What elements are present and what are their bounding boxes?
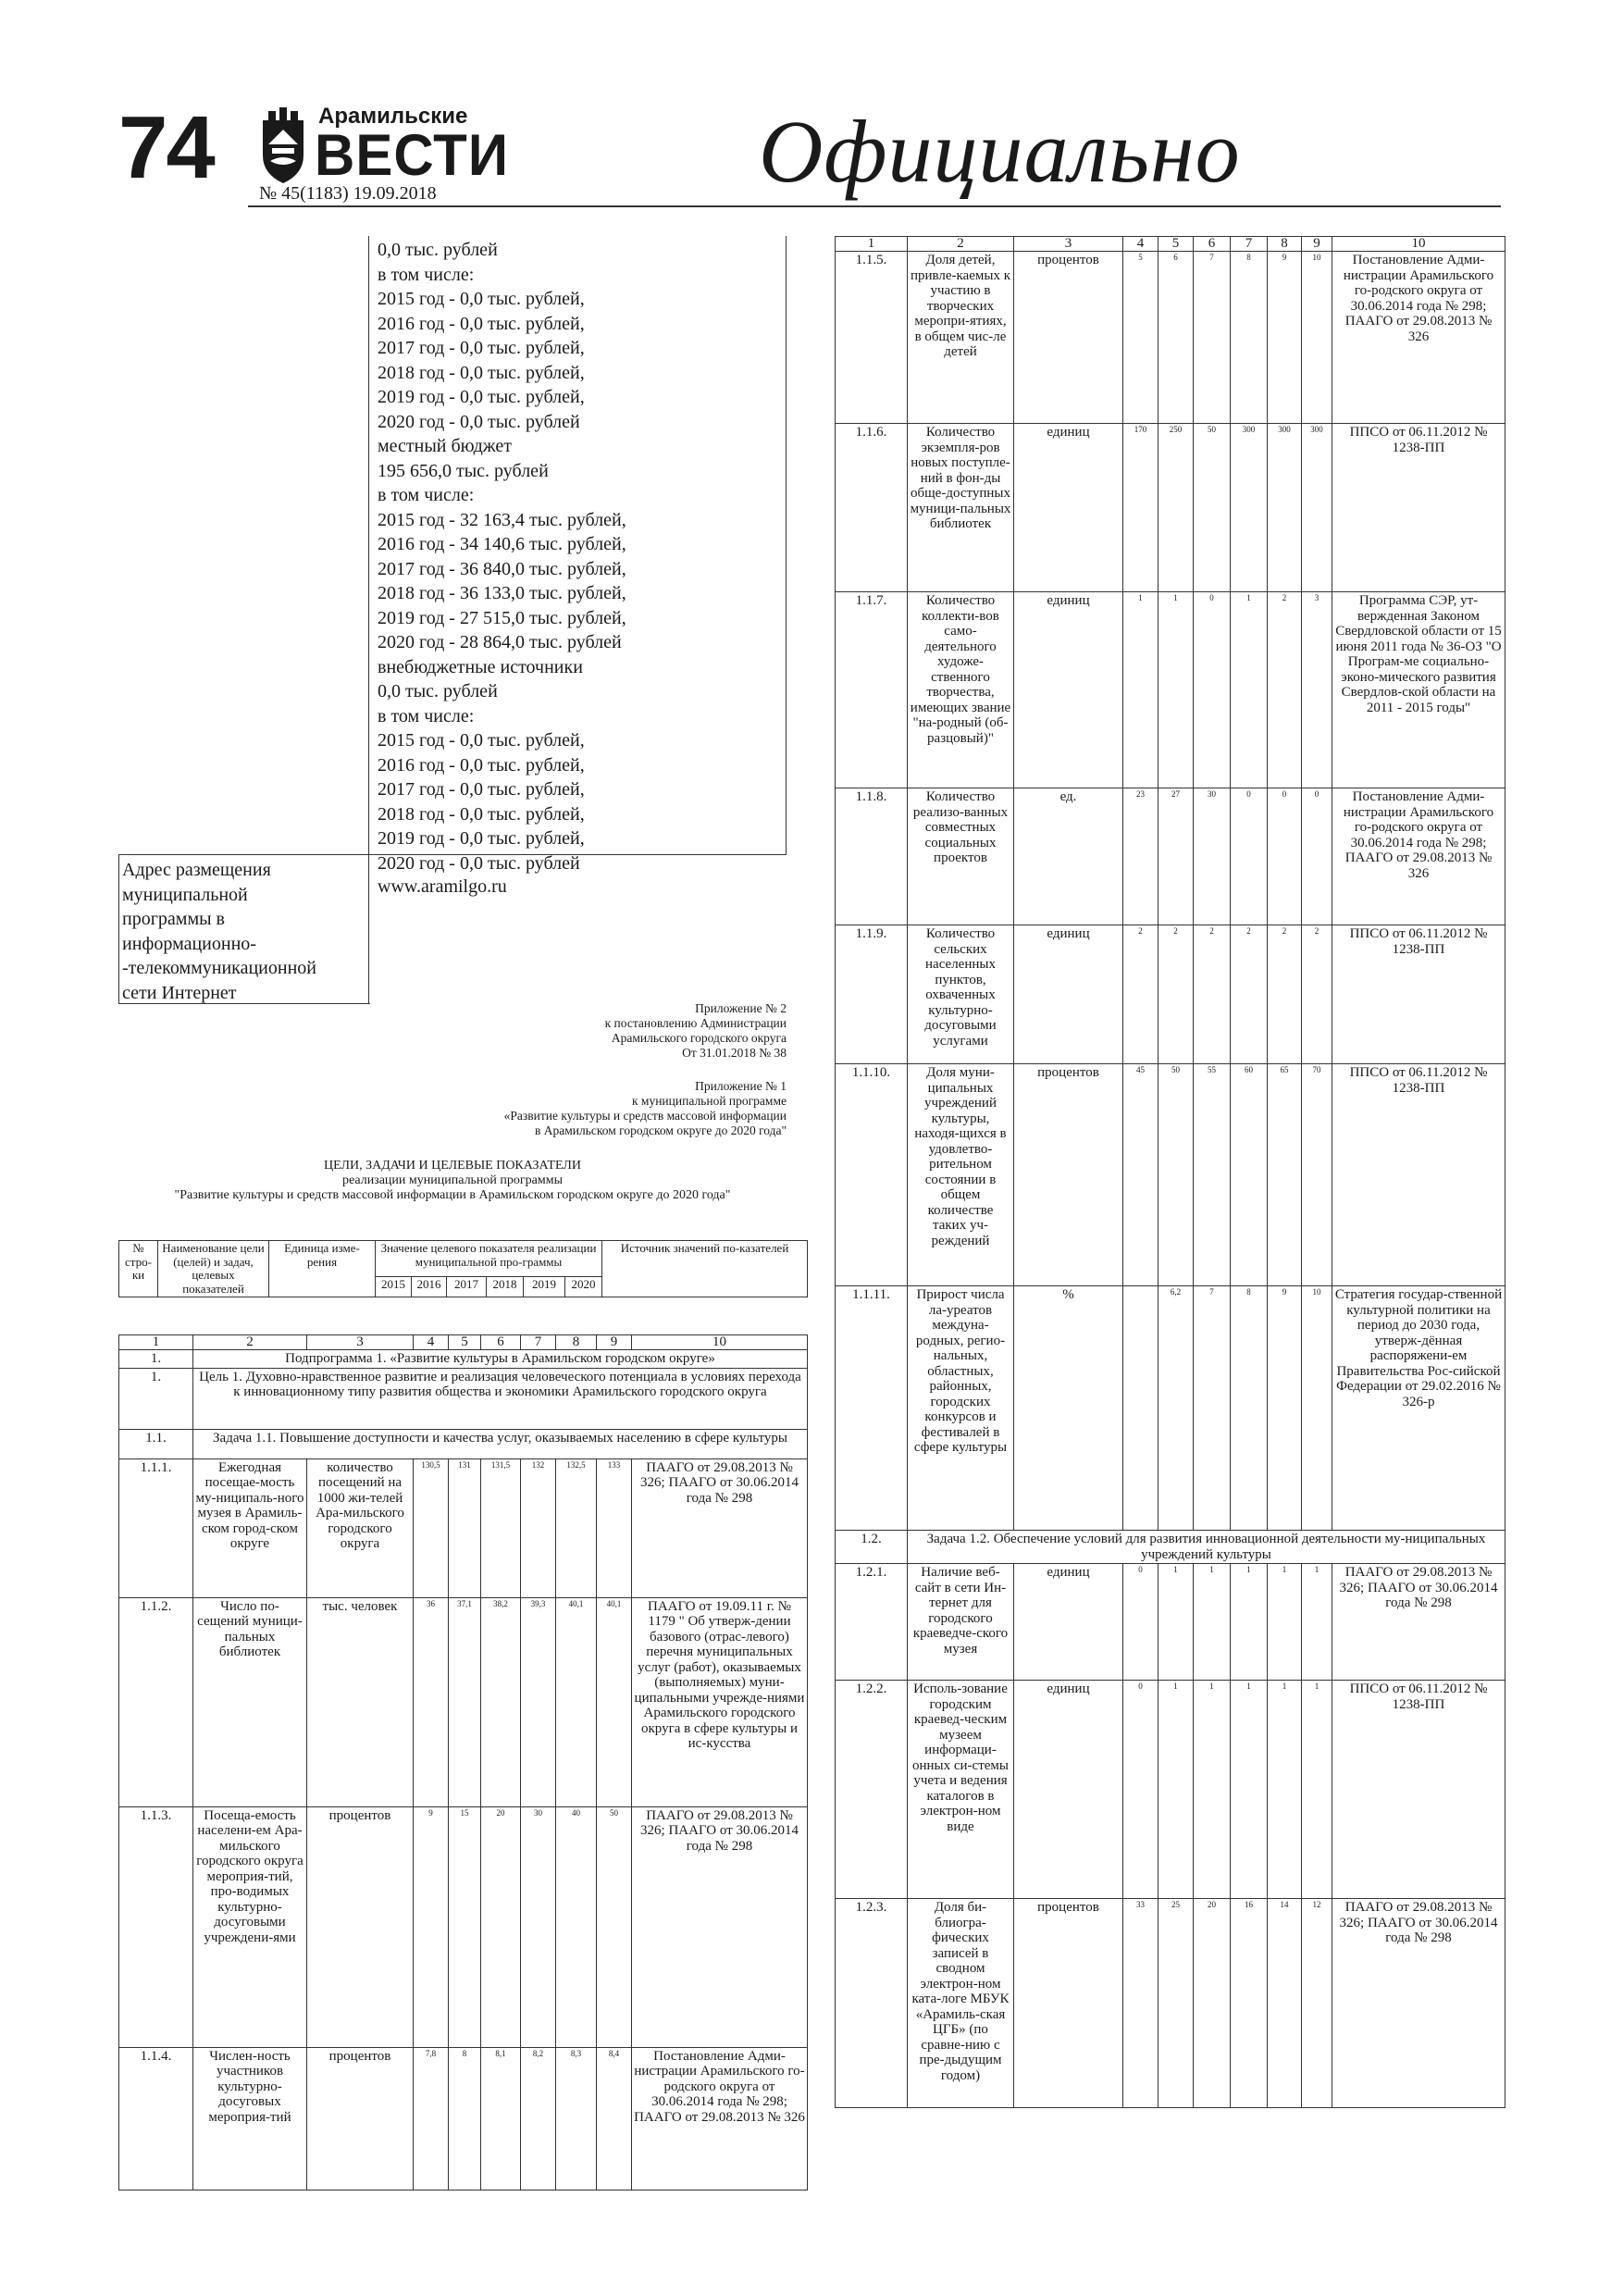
indicator-value: 2 (1194, 925, 1231, 1064)
indicator-value: 130,5 (414, 1458, 449, 1597)
title-line: "Развитие культуры и средств массовой информации в Арамильском городском округе до 2020 года" (174, 1188, 731, 1202)
indicator-value: 36 (414, 1597, 449, 1806)
financing-box (118, 236, 787, 1004)
column-number: 10 (1332, 237, 1505, 252)
indicator-name: Количество реализо-ванных совместных социальных проектов (908, 788, 1014, 925)
indicator-value: 2 (1158, 925, 1194, 1064)
header-year: 2018 (487, 1277, 524, 1297)
indicator-unit: единиц (1014, 592, 1123, 788)
indicator-name: Доля би-блиогра-фических записей в сводном электрон-ном ката-логе МБУК «Арамиль-ская ЦГБ» (по сравне-нию с пре-дыдущим годом) (908, 1899, 1014, 2108)
row-number: 1.1.7. (836, 592, 908, 788)
header-year: 2015 (376, 1277, 412, 1297)
column-number: 5 (449, 1335, 481, 1350)
indicator-value: 132,5 (556, 1458, 597, 1597)
indicator-name: Прирост числа ла-уреатов междуна-родных, регио-нальных, областных, районных, городских конкурсов и фестивалей в сфере культуры (908, 1286, 1014, 1531)
indicator-value: 38,2 (481, 1597, 521, 1806)
indicator-value: 60 (1231, 1064, 1268, 1286)
row-number: 1.1.1. (119, 1458, 193, 1597)
financing-line: 2020 год - 0,0 тыс. рублей (378, 411, 580, 432)
indicator-value: 50 (1158, 1064, 1194, 1286)
appendix-2-note (605, 1001, 787, 1061)
address-value: www.aramilgo.ru (378, 876, 507, 897)
financing-line: 2015 год - 0,0 тыс. рублей, (378, 730, 585, 751)
financing-line: 2017 год - 0,0 тыс. рублей, (378, 779, 585, 800)
row-number: 1.2.1. (836, 1564, 908, 1681)
section-text: Цель 1. Духовно-нравственное развитие и реализация человеческого потенциала в условиях перехода к инновационному типу развития общества и экономики Арамильского городского округа (193, 1368, 808, 1429)
indicator-value: 7 (1194, 252, 1231, 424)
header-no: № стро-ки (119, 1241, 158, 1297)
appendix-line: к муниципальной программе (631, 1094, 787, 1108)
indicator-source: ППСО от 06.11.2012 № 1238-ПП (1332, 1681, 1505, 1899)
indicator-value: 131 (449, 1458, 481, 1597)
indicator-value: 25 (1158, 1899, 1194, 2108)
indicator-value: 0 (1194, 592, 1231, 788)
document-title (118, 1159, 787, 1203)
section-text: Задача 1.2. Обеспечение условий для развития инновационной деятельности му-ниципальных учреждений культуры (908, 1531, 1505, 1564)
financing-line: 2016 год - 34 140,6 тыс. рублей, (378, 534, 626, 554)
indicator-value: 1 (1158, 1564, 1194, 1681)
row-number: 1.1.4. (119, 2047, 193, 2190)
indicator-value: 50 (597, 1806, 632, 2047)
financing-line: местный бюджет (378, 436, 512, 456)
table-row (836, 1564, 1505, 1681)
column-number: 8 (1268, 237, 1302, 252)
financing-line: 2019 год - 0,0 тыс. рублей, (378, 828, 585, 849)
indicator-name: Количество экземпля-ров новых поступле-ний в фон-ды обще-доступных муници-пальных библиотек (908, 424, 1014, 592)
city-emblem-icon (257, 107, 309, 185)
indicator-value: 0 (1123, 1564, 1158, 1681)
indicator-source: Программа СЭР, ут-вержденная Законом Свердловской области от 15 июня 2011 года № 36-ОЗ "О Програм-ме социально-эконо-мического развития Свердлов-ской области на 2011 - 2015 годы" (1332, 592, 1505, 788)
column-number: 1 (836, 237, 908, 252)
indicator-name: Числен-ность участников культурно-досуговых мероприя-тий (193, 2047, 307, 2190)
page-number: 74 (118, 98, 214, 197)
indicator-value: 30 (1194, 788, 1231, 925)
indicator-value: 131,5 (481, 1458, 521, 1597)
table-row (836, 1681, 1505, 1899)
table-row (119, 1597, 808, 1806)
row-number: 1.1.8. (836, 788, 908, 925)
financing-line: 2018 год - 0,0 тыс. рублей, (378, 803, 585, 825)
column-number: 2 (193, 1335, 307, 1350)
header-values: Значение целевого показателя реализации муниципальной про-граммы (376, 1241, 602, 1277)
indicator-value: 33 (1123, 1899, 1158, 2108)
indicator-value: 50 (1194, 424, 1231, 592)
indicator-source: ПААГО от 29.08.2013 № 326; ПААГО от 30.06.2014 года № 298 (632, 1458, 808, 1597)
logo-line2: ВЕСТИ (315, 122, 509, 188)
column-number: 4 (1123, 237, 1158, 252)
indicator-value: 6 (1158, 252, 1194, 424)
indicator-value: 1 (1194, 1564, 1231, 1681)
indicator-value: 170 (1123, 424, 1158, 592)
indicator-value: 7,8 (414, 2047, 449, 2190)
indicator-value: 300 (1231, 424, 1268, 592)
appendix-line: От 31.01.2018 № 38 (682, 1046, 787, 1060)
row-number: 1.1.5. (836, 252, 908, 424)
row-number: 1.1.6. (836, 424, 908, 592)
indicator-value: 16 (1231, 1899, 1268, 2108)
header-unit: Единица изме-рения (269, 1241, 376, 1297)
row-number: 1. (119, 1350, 193, 1369)
table-row (836, 592, 1505, 788)
indicator-value: 8 (449, 2047, 481, 2190)
table-row (836, 252, 1505, 424)
appendix-line: Приложение № 2 (695, 1001, 787, 1015)
indicator-name: Ежегодная посещае-мость му-ниципаль-ного музея в Арамиль-ском город-ском округе (193, 1458, 307, 1597)
indicator-source: ПААГО от 29.08.2013 № 326; ПААГО от 30.06.2014 года № 298 (1332, 1564, 1505, 1681)
financing-line: в том числе: (378, 264, 475, 285)
section-title: Официально (759, 102, 1241, 201)
header-name: Наименование цели (целей) и задач, целевых показателей (158, 1241, 269, 1297)
appendix-line: в Арамильском городском округе до 2020 года" (534, 1123, 787, 1137)
indicator-unit: единиц (1014, 424, 1123, 592)
indicator-value: 0 (1231, 788, 1268, 925)
indicator-unit: единиц (1014, 1681, 1123, 1899)
table-row (836, 1286, 1505, 1531)
indicator-name: Исполь-зование городским краевед-ческим музеем информаци-онных си-стемы учета и ведения каталогов в электрон-ном виде (908, 1681, 1014, 1899)
financing-line: 2017 год - 36 840,0 тыс. рублей, (378, 558, 626, 579)
indicator-value: 40 (556, 1806, 597, 2047)
indicator-value: 1 (1194, 1681, 1231, 1899)
indicator-name: Количество коллекти-вов само-деятельного художе-ственного творчества, имеющих звание "на-родный (об-разцовый)" (908, 592, 1014, 788)
address-label-line: -телекоммуникационной (122, 958, 316, 978)
indicator-value: 27 (1158, 788, 1194, 925)
indicator-unit: % (1014, 1286, 1123, 1531)
section-text: Задача 1.1. Повышение доступности и качества услуг, оказываемых населению в сфере культуры (193, 1429, 808, 1458)
column-number: 3 (307, 1335, 414, 1350)
column-number: 3 (1014, 237, 1123, 252)
indicator-value: 0 (1123, 1681, 1158, 1899)
section-row (119, 1350, 808, 1369)
indicator-value: 8 (1231, 1286, 1268, 1531)
column-number: 1 (119, 1335, 193, 1350)
indicator-value: 250 (1158, 424, 1194, 592)
financing-line: в том числе: (378, 485, 475, 505)
address-label-line: муниципальной (122, 884, 248, 905)
appendix-line: Арамильского городского округа (611, 1031, 787, 1045)
indicator-source: Постановление Адми-нистрации Арамильского го-родского округа от 30.06.2014 года № 298; ПААГО от 29.08.2013 № 326 (632, 2047, 808, 2190)
indicator-unit: количество посещений на 1000 жи-телей Ара-мильского городского округа (307, 1458, 414, 1597)
indicator-source: ППСО от 06.11.2012 № 1238-ПП (1332, 925, 1505, 1064)
indicator-value: 20 (1194, 1899, 1231, 2108)
indicator-value: 1 (1302, 1681, 1332, 1899)
indicator-value: 1 (1268, 1564, 1302, 1681)
column-number: 7 (521, 1335, 556, 1350)
address-label (122, 858, 365, 1005)
indicator-value: 9 (414, 1806, 449, 2047)
section-row (119, 1429, 808, 1458)
financing-line: 0,0 тыс. рублей (378, 240, 498, 260)
indicator-value: 70 (1302, 1064, 1332, 1286)
indicator-value: 14 (1268, 1899, 1302, 2108)
indicator-value: 0 (1302, 788, 1332, 925)
financing-line: внебюджетные источники (378, 656, 583, 677)
indicator-unit: ед. (1014, 788, 1123, 925)
row-number: 1. (119, 1368, 193, 1429)
indicator-value: 2 (1302, 925, 1332, 1064)
table-row (836, 424, 1505, 592)
indicator-value: 8,1 (481, 2047, 521, 2190)
indicator-value: 133 (597, 1458, 632, 1597)
indicator-value: 1 (1123, 592, 1158, 788)
section-text: Подпрограмма 1. «Развитие культуры в Арамильском городском округе» (193, 1350, 808, 1369)
column-number: 4 (414, 1335, 449, 1350)
indicator-value: 1 (1158, 1681, 1194, 1899)
indicator-unit: процентов (307, 2047, 414, 2190)
row-number: 1.1.9. (836, 925, 908, 1064)
indicator-name: Число по-сещений муници-пальных библиотек (193, 1597, 307, 1806)
column-number: 5 (1158, 237, 1194, 252)
indicator-value: 39,3 (521, 1597, 556, 1806)
address-label-line: информационно- (122, 933, 256, 954)
indicator-value: 1 (1268, 1681, 1302, 1899)
section-row (119, 1368, 808, 1429)
indicator-value: 8,3 (556, 2047, 597, 2190)
header-source: Источник значений по-казателей (602, 1241, 808, 1297)
column-number: 9 (597, 1335, 632, 1350)
indicator-value: 65 (1268, 1064, 1302, 1286)
appendix-line: «Развитие культуры и средств массовой информации (503, 1109, 787, 1123)
indicator-value: 1 (1231, 592, 1268, 788)
indicator-unit: единиц (1014, 1564, 1123, 1681)
financing-line: 2020 год - 0,0 тыс. рублей (378, 852, 580, 874)
indicator-value: 9 (1268, 1286, 1302, 1531)
indicator-value: 20 (481, 1806, 521, 2047)
financing-line: 2018 год - 0,0 тыс. рублей, (378, 362, 585, 383)
indicator-value: 30 (521, 1806, 556, 2047)
financing-line: 2015 год - 0,0 тыс. рублей, (378, 289, 585, 309)
indicator-value: 1 (1231, 1681, 1268, 1899)
row-number: 1.1.3. (119, 1806, 193, 2047)
row-number: 1.2.3. (836, 1899, 908, 2108)
logo-line1: Арамильские (318, 104, 468, 129)
indicator-source: ПААГО от 19.09.11 г. № 1179 " Об утверж-дении базового (отрас-левого) перечня муниципальных услуг (работ), оказываемых (выполняемых) муни-ципальными учрежде-ниями Арамильского городского округа в сфере культуры и ис-кусства (632, 1597, 808, 1806)
indicator-unit: единиц (1014, 925, 1123, 1064)
table-row (836, 1899, 1505, 2108)
table-row (119, 1806, 808, 2047)
indicator-value: 23 (1123, 788, 1158, 925)
indicator-table-right (835, 236, 1505, 2108)
column-number: 6 (1194, 237, 1231, 252)
address-label-line: Адрес размещения (122, 860, 271, 880)
header-year: 2017 (447, 1277, 487, 1297)
financing-line: 2017 год - 0,0 тыс. рублей, (378, 338, 585, 358)
indicator-value: 5 (1123, 252, 1158, 424)
header-year: 2016 (412, 1277, 447, 1297)
financing-line: 2019 год - 0,0 тыс. рублей, (378, 387, 585, 407)
row-number: 1.1. (119, 1429, 193, 1458)
address-label-line: сети Интернет (122, 982, 237, 1003)
indicator-unit: процентов (1014, 1064, 1123, 1286)
appendix-line: к постановлению Администрации (604, 1016, 787, 1030)
header-year: 2020 (565, 1277, 602, 1297)
indicator-unit: процентов (1014, 252, 1123, 424)
indicator-value: 1 (1302, 1564, 1332, 1681)
indicator-unit: процентов (307, 1806, 414, 2047)
column-number: 2 (908, 237, 1014, 252)
indicator-value: 0 (1268, 788, 1302, 925)
indicator-value: 2 (1268, 592, 1302, 788)
column-number: 6 (481, 1335, 521, 1350)
column-number: 8 (556, 1335, 597, 1350)
column-number: 9 (1302, 237, 1332, 252)
indicator-source: Постановление Адми-нистрации Арамильского го-родского округа от 30.06.2014 года № 298; ПААГО от 29.08.2013 № 326 (1332, 252, 1505, 424)
table-row (836, 788, 1505, 925)
financing-lines (378, 238, 626, 875)
indicator-value: 15 (449, 1806, 481, 2047)
indicator-unit: тыс. человек (307, 1597, 414, 1806)
title-line: реализации муниципальной программы (341, 1173, 563, 1187)
column-number: 10 (632, 1335, 808, 1350)
indicator-unit: процентов (1014, 1899, 1123, 2108)
header-year: 2019 (524, 1277, 565, 1297)
indicator-value: 10 (1302, 1286, 1332, 1531)
financing-line: в том числе: (378, 705, 475, 726)
indicator-value: 3 (1302, 592, 1332, 788)
indicator-value: 8,4 (597, 2047, 632, 2190)
appendix-1-note (504, 1079, 787, 1138)
indicator-source: ППСО от 06.11.2012 № 1238-ПП (1332, 424, 1505, 592)
indicator-value: 1 (1158, 592, 1194, 788)
financing-line: 2020 год - 28 864,0 тыс. рублей (378, 632, 622, 652)
indicator-source: ПААГО от 29.08.2013 № 326; ПААГО от 30.06.2014 года № 298 (1332, 1899, 1505, 2108)
indicator-value: 1 (1231, 1564, 1268, 1681)
row-number: 1.2.2. (836, 1681, 908, 1899)
newspaper-logo (257, 104, 509, 189)
indicator-source: Стратегия государ-ственной культурной политики на период до 2030 года, утверж-дённая распоряжени-ем Правительства Рос-сийской Федерации от 29.02.2016 № 326-р (1332, 1286, 1505, 1531)
header-rule (248, 205, 1501, 207)
indicator-value: 40,1 (597, 1597, 632, 1806)
indicator-value: 300 (1302, 424, 1332, 592)
financing-line: 2016 год - 0,0 тыс. рублей, (378, 313, 585, 334)
table-row (119, 1458, 808, 1597)
indicator-value: 6,2 (1158, 1286, 1194, 1531)
indicator-value: 7 (1194, 1286, 1231, 1531)
financing-line: 0,0 тыс. рублей (378, 681, 498, 701)
indicator-name: Количество сельских населенных пунктов, охваченных культурно-досуговыми услугами (908, 925, 1014, 1064)
indicator-value: 12 (1302, 1899, 1332, 2108)
indicator-name: Доля детей, привле-каемых к участию в творческих меропри-ятиях, в общем чис-ле детей (908, 252, 1014, 424)
row-number: 1.2. (836, 1531, 908, 1564)
financing-line: 2016 год - 0,0 тыс. рублей, (378, 754, 585, 776)
indicator-value: 2 (1268, 925, 1302, 1064)
financing-line: 2015 год - 32 163,4 тыс. рублей, (378, 509, 626, 530)
indicator-value: 2 (1231, 925, 1268, 1064)
indicator-value: 8,2 (521, 2047, 556, 2190)
financing-line: 2018 год - 36 133,0 тыс. рублей, (378, 583, 626, 603)
issue-number: № 45(1183) 19.09.2018 (259, 183, 437, 204)
indicator-name: Доля муни-ципальных учреждений культуры, находя-щихся в удовлетво-рительном состоянии в общем количестве таких уч-реждений (908, 1064, 1014, 1286)
indicator-source: ППСО от 06.11.2012 № 1238-ПП (1332, 1064, 1505, 1286)
row-number: 1.1.11. (836, 1286, 908, 1531)
indicator-value: 300 (1268, 424, 1302, 592)
indicator-name: Наличие веб-сайт в сети Ин-тернет для городского краеведче-ского музея (908, 1564, 1014, 1681)
indicator-value: 40,1 (556, 1597, 597, 1806)
indicator-value: 45 (1123, 1064, 1158, 1286)
address-label-line: программы в (122, 909, 225, 929)
indicator-name: Посеща-емость населени-ем Ара-мильского городского округа мероприя-тий, про-водимых культурно-досуговыми учреждени-ями (193, 1806, 307, 2047)
table-row (836, 925, 1505, 1064)
indicator-value: 55 (1194, 1064, 1231, 1286)
financing-line: 2019 год - 27 515,0 тыс. рублей, (378, 607, 626, 628)
column-number: 7 (1231, 237, 1268, 252)
table-row (836, 1064, 1505, 1286)
indicator-table-left (118, 1334, 808, 2191)
indicator-value: 10 (1302, 252, 1332, 424)
row-number: 1.1.10. (836, 1064, 908, 1286)
indicator-value: 9 (1268, 252, 1302, 424)
table-row (119, 2047, 808, 2190)
section-row (836, 1531, 1505, 1564)
financing-line: 195 656,0 тыс. рублей (378, 460, 549, 481)
indicator-source: Постановление Адми-нистрации Арамильского го-родского округа от 30.06.2014 года № 298; ПААГО от 29.08.2013 № 326 (1332, 788, 1505, 925)
indicator-header-table (118, 1240, 808, 1297)
indicator-value (1123, 1286, 1158, 1531)
appendix-line: Приложение № 1 (695, 1079, 787, 1093)
indicator-source: ПААГО от 29.08.2013 № 326; ПААГО от 30.06.2014 года № 298 (632, 1806, 808, 2047)
indicator-value: 37,1 (449, 1597, 481, 1806)
indicator-value: 8 (1231, 252, 1268, 424)
row-number: 1.1.2. (119, 1597, 193, 1806)
indicator-value: 2 (1123, 925, 1158, 1064)
indicator-value: 132 (521, 1458, 556, 1597)
title-line: ЦЕЛИ, ЗАДАЧИ И ЦЕЛЕВЫЕ ПОКАЗАТЕЛИ (324, 1159, 581, 1173)
